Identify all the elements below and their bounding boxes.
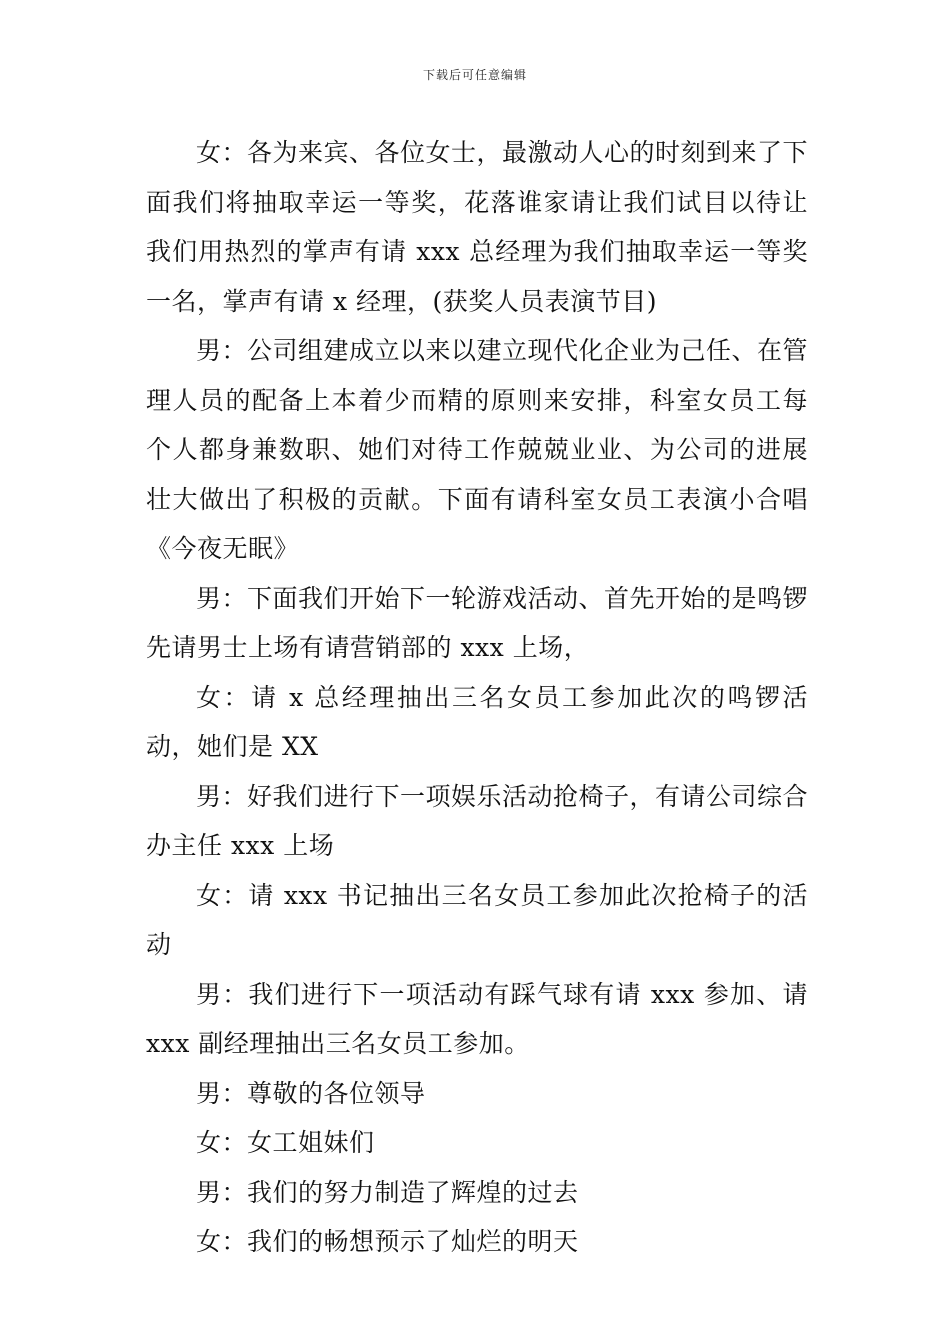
page-header: 下载后可任意编辑 (422, 68, 527, 82)
paragraph-6: 女：请 xxx 书记抽出三名女员工参加此次抢椅子的活动 (146, 880, 808, 959)
paragraph-4: 女：请 x 总经理抽出三名女员工参加此次的鸣锣活动，她们是 XX (146, 682, 808, 761)
paragraph-10: 男：我们的努力制造了辉煌的过去 (196, 1177, 579, 1207)
paragraph-3: 男：下面我们开始下一轮游戏活动、首先开始的是鸣锣先请男士上场有请营销部的 xxx 上场， (146, 583, 809, 662)
paragraph-11: 女：我们的畅想预示了灿烂的明天 (196, 1227, 579, 1256)
paragraph-5: 男：好我们进行下一项娱乐活动抢椅子，有请公司综合办主任 xxx 上场 (146, 781, 809, 860)
document-body (146, 128, 808, 1267)
paragraph-8: 男：尊敬的各位领导 (196, 1078, 426, 1108)
paragraph-9: 女：女工姐妹们 (196, 1128, 375, 1157)
paragraph-1: 女：各为来宾、各位女士，最激动人心的时刻到来了下面我们将抽取幸运一等奖，花落谁家请让我们试目以待让我们用热烈的掌声有请 xxx 总经理为我们抽取幸运一等奖一名，掌声有请 x 经理，(获奖人员表演节目) (146, 138, 809, 316)
paragraph-2: 男：公司组建成立以来以建立现代化企业为己任、在管理人员的配备上本着少而精的原则来安排，科室女员工每个人都身兼数职、她们对待工作兢兢业业、为公司的进展壮大做出了积极的贡献。下面有请科室女员工表演小合唱《今夜无眠》 (146, 336, 809, 563)
paragraph-7: 男：我们进行下一项活动有踩气球有请 xxx 参加、请 xxx 副经理抽出三名女员工参加。 (146, 979, 808, 1058)
